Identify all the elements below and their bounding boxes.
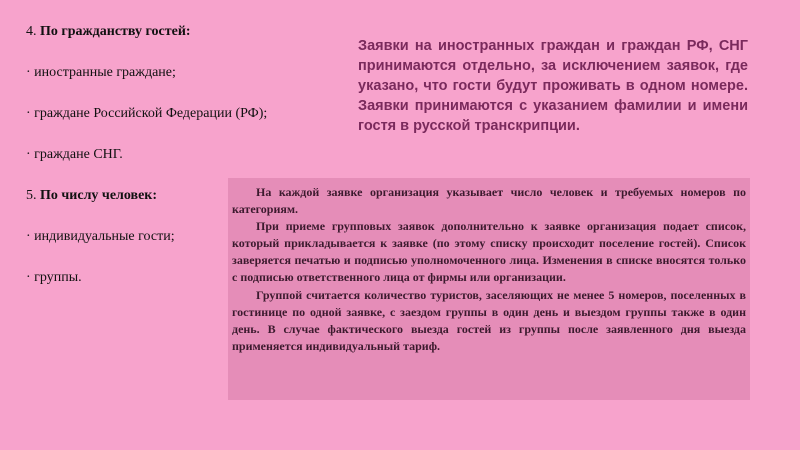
box-paragraph-1: На каждой заявке организация указывает число человек и требуемых номеров по категориям. bbox=[232, 185, 746, 217]
list-item: · группы. bbox=[26, 270, 82, 285]
info-box bbox=[228, 178, 750, 400]
section4-number: 4. bbox=[26, 24, 37, 39]
list-item: · граждане Российской Федерации (РФ); bbox=[26, 106, 268, 121]
list-item: · индивидуальные гости; bbox=[26, 229, 175, 244]
section4-heading bbox=[26, 22, 336, 42]
section5-title: По числу человек: bbox=[40, 188, 158, 203]
list-item: · граждане СНГ. bbox=[26, 147, 123, 162]
section5-number: 5. bbox=[26, 188, 37, 203]
box-paragraph-2: При приеме групповых заявок дополнительно к заявке организация подает список, который прикладывается к заявке (по этому списку происходит поселение гостей). Список заверяется печатью и подписью уполномоченного лица. Изменения в списке вносятся только с подписью ответственного лица от фирмы или организации. bbox=[232, 219, 746, 285]
list-item: · иностранные граждане; bbox=[26, 65, 176, 80]
box-paragraph-3: Группой считается количество туристов, заселяющих не менее 5 номеров, поселенных в гостинице по одной заявке, с заездом группы в один день и выездом группы также в один день. В случае фактического выезда гостей из группы после заявленного дня выезда применяется индивидуальный тариф. bbox=[232, 287, 746, 353]
top-right-paragraph: Заявки на иностранных граждан и граждан РФ, СНГ принимаются отдельно, за исключением заявок, где указано, что гости будут проживать в одном номере. Заявки принимаются с указанием фамилии и имени гостя в русской транскрипции. bbox=[358, 38, 748, 134]
section4-title: По гражданству гостей: bbox=[40, 24, 191, 39]
